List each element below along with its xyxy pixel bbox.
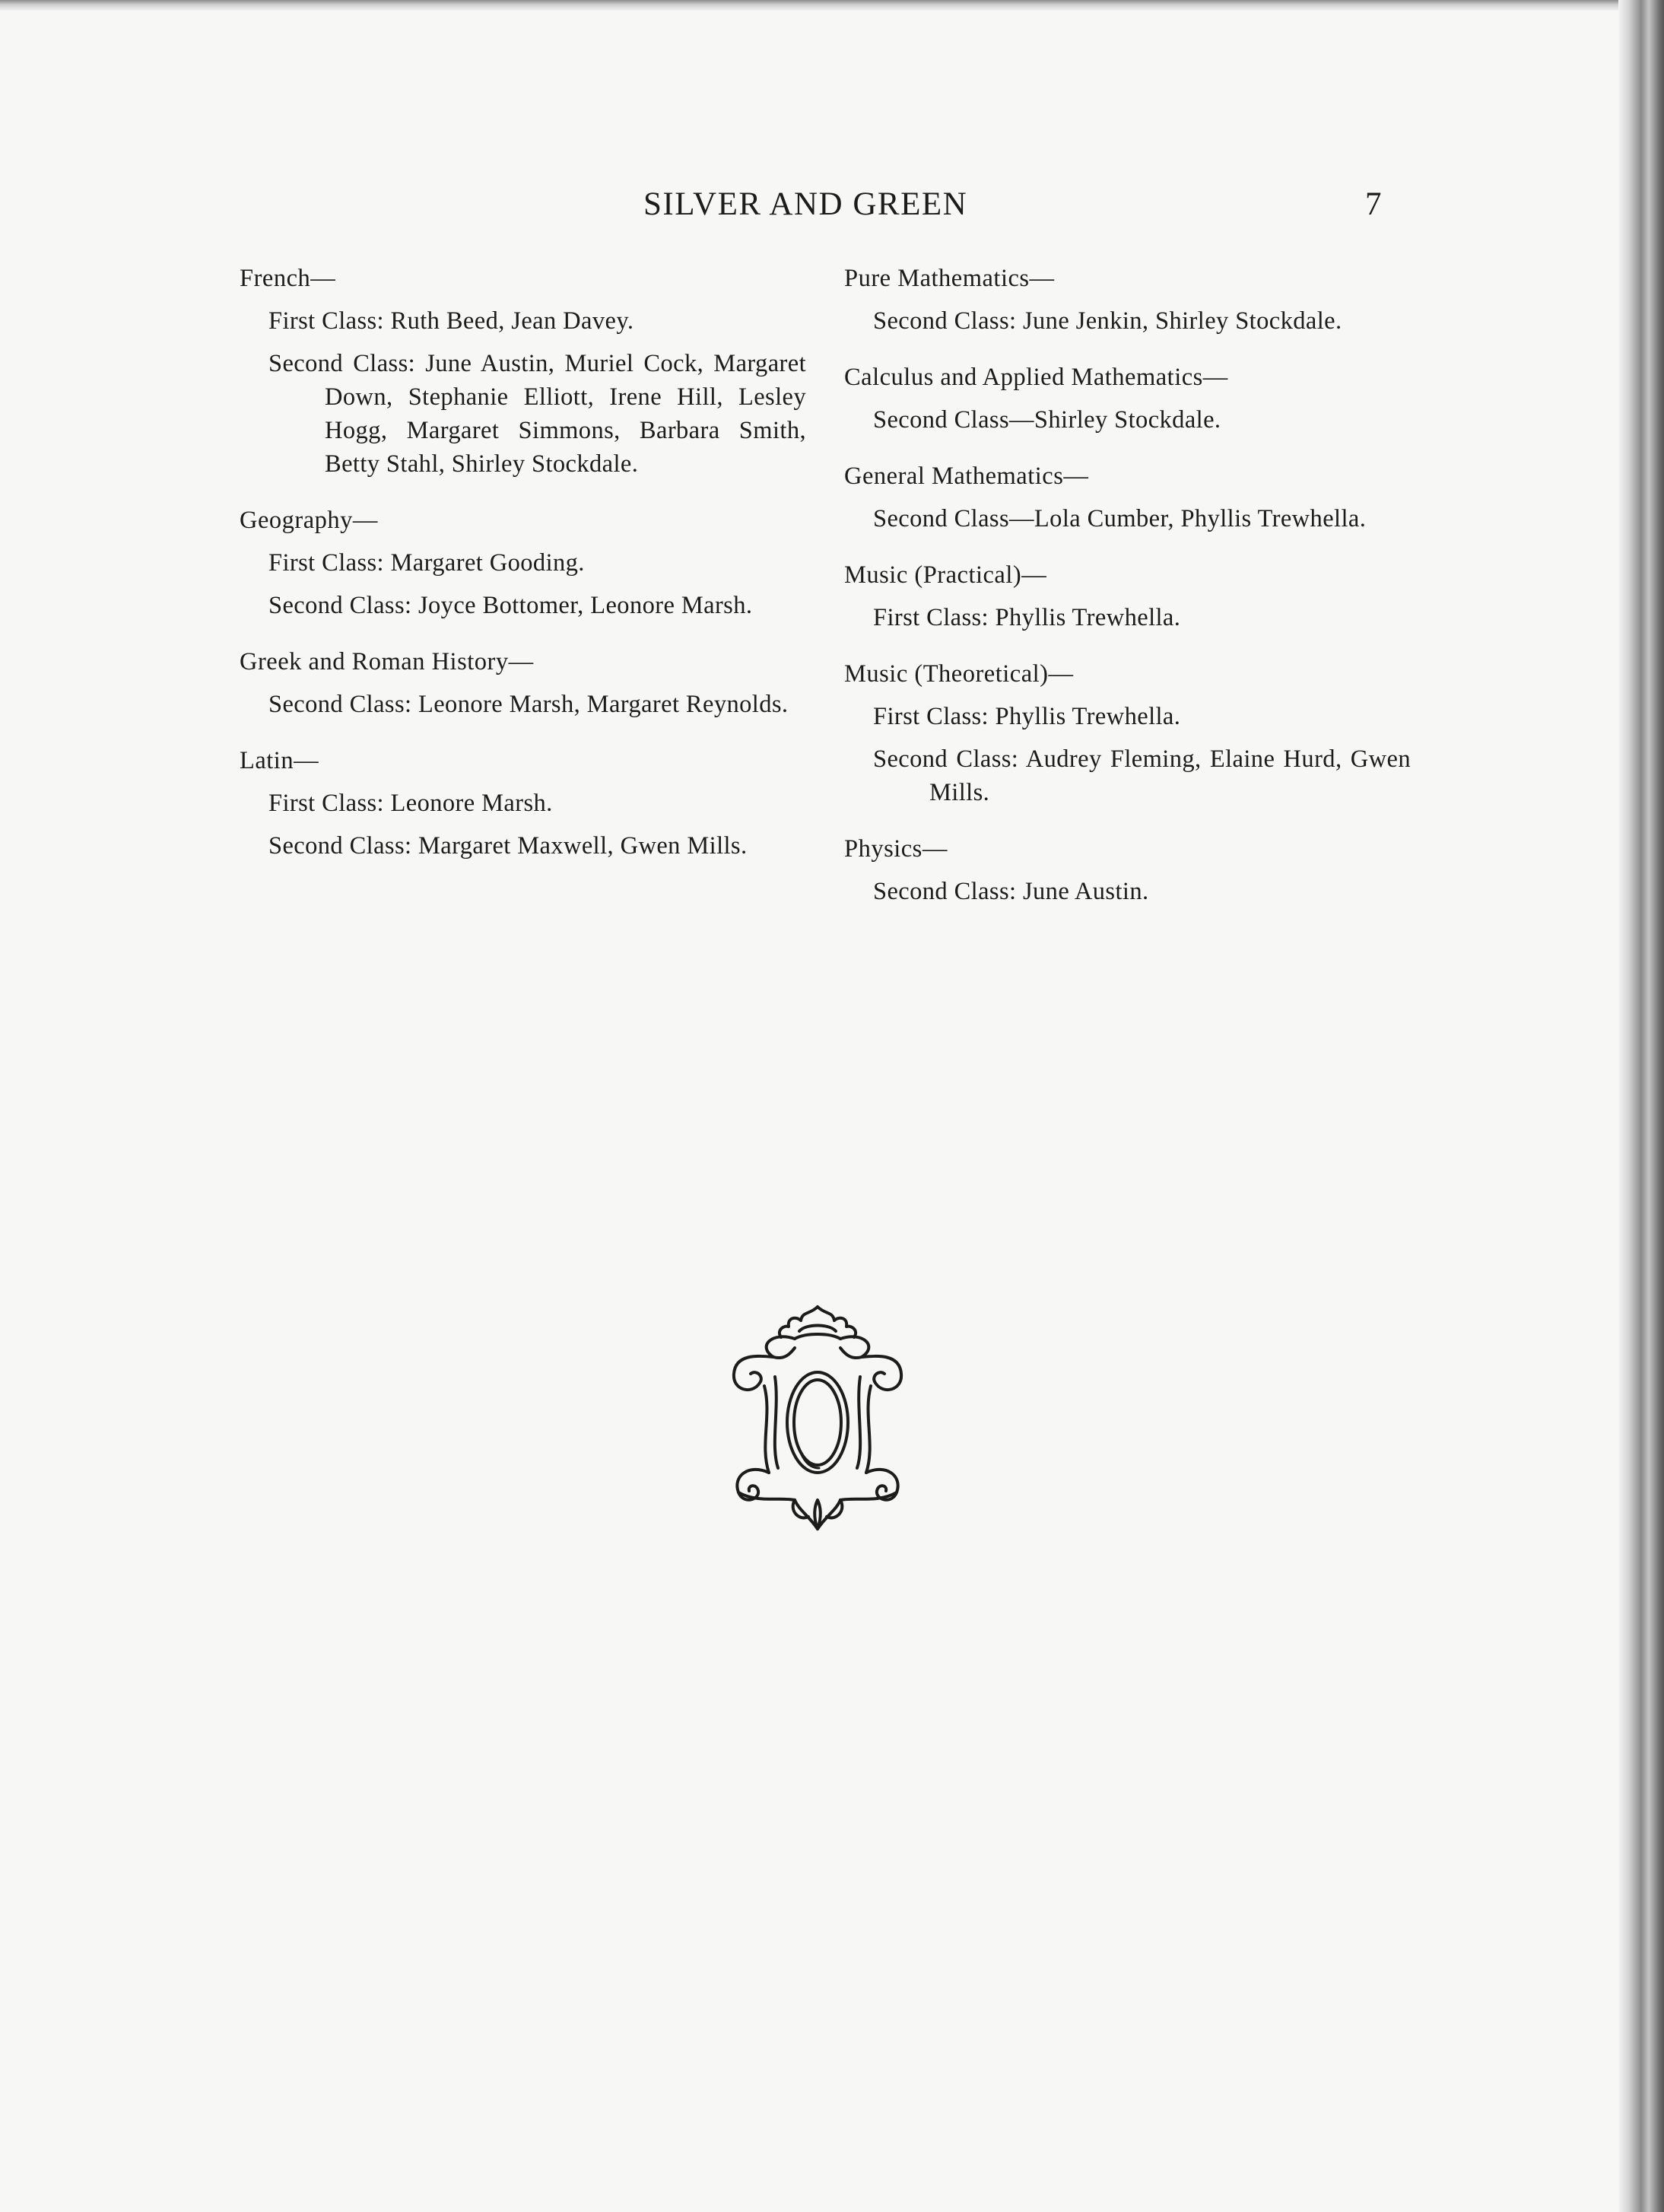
cartouche-crest-icon (726, 1301, 909, 1537)
subject-heading: Pure Mathematics— (844, 265, 1055, 292)
class-entry: Second Class: Margaret Maxwell, Gwen Mills. (268, 832, 748, 860)
subject-section-pure-mathematics (844, 262, 1411, 338)
page-top-edge (0, 0, 1664, 11)
class-entry: Second Class: Audrey Fleming, Elaine Hurd, Gwen Mills. (873, 745, 1411, 806)
book-binding-edge (1618, 0, 1664, 2212)
class-entry: First Class: Phyllis Trewhella. (873, 703, 1181, 730)
class-entry: First Class: Margaret Gooding. (268, 549, 585, 577)
subject-heading: Music (Theoretical)— (844, 660, 1074, 688)
subject-section-latin (240, 744, 806, 863)
class-entry: Second Class: June Austin. (873, 878, 1149, 905)
subject-heading: General Mathematics— (844, 462, 1089, 490)
subject-heading: French— (240, 265, 336, 292)
class-entry: First Class: Phyllis Trewhella. (873, 604, 1181, 631)
subject-heading: Geography— (240, 507, 378, 534)
class-entry: Second Class: June Jenkin, Shirley Stockdale. (873, 307, 1342, 335)
subject-heading: Music (Practical)— (844, 561, 1047, 589)
class-entry: Second Class: Joyce Bottomer, Leonore Marsh. (268, 592, 753, 619)
subject-section-french (240, 262, 806, 481)
subject-heading: Latin— (240, 747, 319, 774)
page-title: SILVER AND GREEN (643, 186, 968, 222)
page-number: 7 (1365, 186, 1382, 222)
subject-section-music-theoretical (844, 657, 1411, 809)
subject-section-greek-roman-history (240, 645, 806, 721)
right-column (844, 262, 1411, 931)
class-entry: First Class: Leonore Marsh. (268, 790, 553, 817)
subject-heading: Physics— (844, 835, 948, 863)
subject-section-general-mathematics (844, 459, 1411, 536)
class-entry: Second Class—Shirley Stockdale. (873, 406, 1221, 434)
subject-heading: Greek and Roman History— (240, 648, 534, 675)
subject-section-physics (844, 832, 1411, 908)
page-header (0, 186, 1664, 231)
subject-section-music-practical (844, 558, 1411, 634)
subject-heading: Calculus and Applied Mathematics— (844, 364, 1228, 391)
subject-section-calculus-applied-mathematics (844, 361, 1411, 437)
left-column (240, 262, 806, 885)
class-entry: First Class: Ruth Beed, Jean Davey. (268, 307, 634, 335)
subject-section-geography (240, 504, 806, 622)
class-entry: Second Class—Lola Cumber, Phyllis Trewhella. (873, 505, 1367, 532)
class-entry: Second Class: June Austin, Muriel Cock, Margaret Down, Stephanie Elliott, Irene Hill, Lesley Hogg, Margaret Simmons, Barbara Smith, Betty Stahl, Shirley Stockdale. (268, 350, 806, 478)
class-entry: Second Class: Leonore Marsh, Margaret Reynolds. (268, 691, 789, 718)
